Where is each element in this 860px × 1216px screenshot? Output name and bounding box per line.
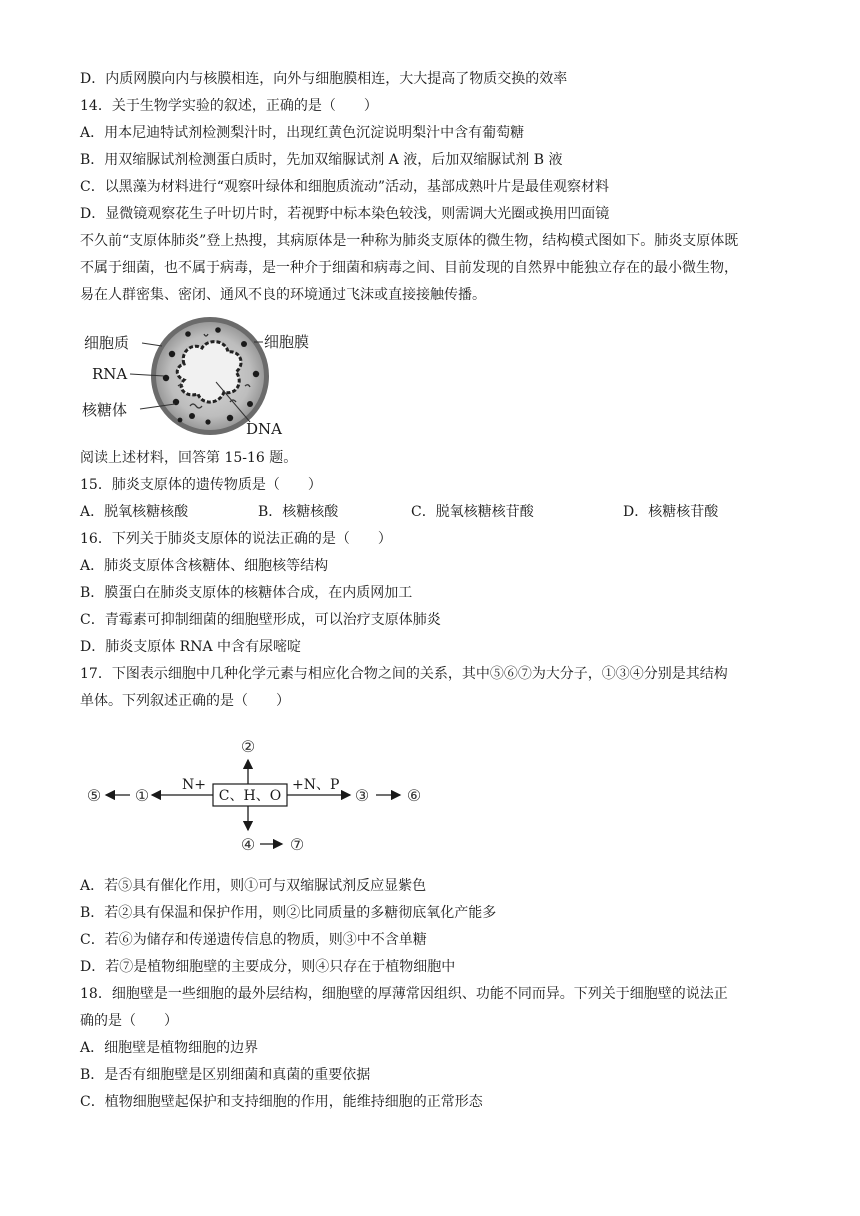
mycoplasma-diagram <box>80 316 330 440</box>
q16-stem: 16．下列关于肺炎支原体的说法正确的是（ ） <box>80 531 392 547</box>
node-3: ③ <box>354 786 370 805</box>
element-box-label: C、H、O <box>218 788 282 804</box>
label-n-p: +N、P <box>292 777 340 793</box>
q17-stem-line-2: 单体。下列叙述正确的是（ ） <box>80 693 290 709</box>
q16-option-a: A．肺炎支原体含核糖体、细胞核等结构 <box>80 558 329 574</box>
q17-option-a: A．若⑤具有催化作用，则①可与双缩脲试剂反应显紫色 <box>80 878 427 894</box>
q17-option-c: C．若⑥为储存和传递遗传信息的物质，则③中不含单糖 <box>80 932 427 948</box>
q14-option-c: C．以黑藻为材料进行“观察叶绿体和细胞质流动”活动，基部成熟叶片是最佳观察材料 <box>80 179 610 195</box>
q17-stem-line-1: 17．下图表示细胞中几种化学元素与相应化合物之间的关系，其中⑤⑥⑦为大分子，①③④分别是其结构 <box>80 666 728 682</box>
q18-stem-line-1: 18．细胞壁是一些细胞的最外层结构，细胞壁的厚薄常因组织、功能不同而异。下列关于细胞壁的说法正 <box>80 986 728 1002</box>
element-compound-diagram <box>82 732 432 862</box>
q14-option-d: D．显微镜观察花生子叶切片时，若视野中标本染色较浅，则需调大光圈或换用凹面镜 <box>80 206 610 222</box>
node-1: ① <box>134 786 150 805</box>
q18-stem-line-2: 确的是（ ） <box>80 1013 178 1029</box>
q16-option-c: C．青霉素可抑制细菌的细胞壁形成，可以治疗支原体肺炎 <box>80 612 441 628</box>
q17-option-d: D．若⑦是植物细胞壁的主要成分，则④只存在于植物细胞中 <box>80 959 456 975</box>
label-rna: RNA <box>92 365 128 383</box>
passage-line-3: 易在人群密集、密闭、通风不良的环境通过飞沫或直接接触传播。 <box>80 287 486 303</box>
node-2: ② <box>240 737 256 756</box>
q15-option-d: D．核糖核苷酸 <box>623 504 719 520</box>
node-7: ⑦ <box>289 835 305 854</box>
q15-option-c: C．脱氧核糖核苷酸 <box>411 504 534 520</box>
q18-option-c: C．植物细胞壁起保护和支持细胞的作用，能维持细胞的正常形态 <box>80 1094 483 1110</box>
q18-option-b: B．是否有细胞壁是区别细菌和真菌的重要依据 <box>80 1067 371 1083</box>
node-5: ⑤ <box>86 786 102 805</box>
label-cytoplasm: 细胞质 <box>84 334 130 352</box>
q15-stem: 15．肺炎支原体的遗传物质是（ ） <box>80 477 322 493</box>
label-dna: DNA <box>246 420 282 438</box>
label-cell-membrane: 细胞膜 <box>264 333 310 351</box>
passage-line-2: 不属于细菌，也不属于病毒，是一种介于细菌和病毒之间、目前发现的自然界中能独立存在的最小微生物， <box>80 260 738 276</box>
q16-option-b: B．膜蛋白在肺炎支原体的核糖体合成，在内质网加工 <box>80 585 413 601</box>
q13-option-d: D．内质网膜向内与核膜相连，向外与细胞膜相连，大大提高了物质交换的效率 <box>80 71 568 87</box>
passage-line-1: 不久前“支原体肺炎”登上热搜，其病原体是一种称为肺炎支原体的微生物，结构模式图如下。肺炎支原体既 <box>80 233 739 249</box>
label-n-plus: N+ <box>182 777 206 793</box>
q15-option-b: B．核糖核酸 <box>258 504 339 520</box>
label-ribosome: 核糖体 <box>82 401 128 419</box>
q18-option-a: A．细胞壁是植物细胞的边界 <box>80 1040 259 1056</box>
q15-option-a: A．脱氧核糖核酸 <box>80 504 189 520</box>
reading-instruction: 阅读上述材料，回答第 15-16 题。 <box>80 450 298 466</box>
q16-option-d: D．肺炎支原体 RNA 中含有尿嘧啶 <box>80 639 302 655</box>
q14-stem: 14．关于生物学实验的叙述，正确的是（ ） <box>80 98 378 114</box>
q17-option-b: B．若②具有保温和保护作用，则②比同质量的多糖彻底氧化产能多 <box>80 905 497 921</box>
node-6: ⑥ <box>406 786 422 805</box>
q14-option-b: B．用双缩脲试剂检测蛋白质时，先加双缩脲试剂 A 液，后加双缩脲试剂 B 液 <box>80 152 563 168</box>
node-4: ④ <box>240 835 256 854</box>
q14-option-a: A．用本尼迪特试剂检测梨汁时，出现红黄色沉淀说明梨汁中含有葡萄糖 <box>80 125 525 141</box>
